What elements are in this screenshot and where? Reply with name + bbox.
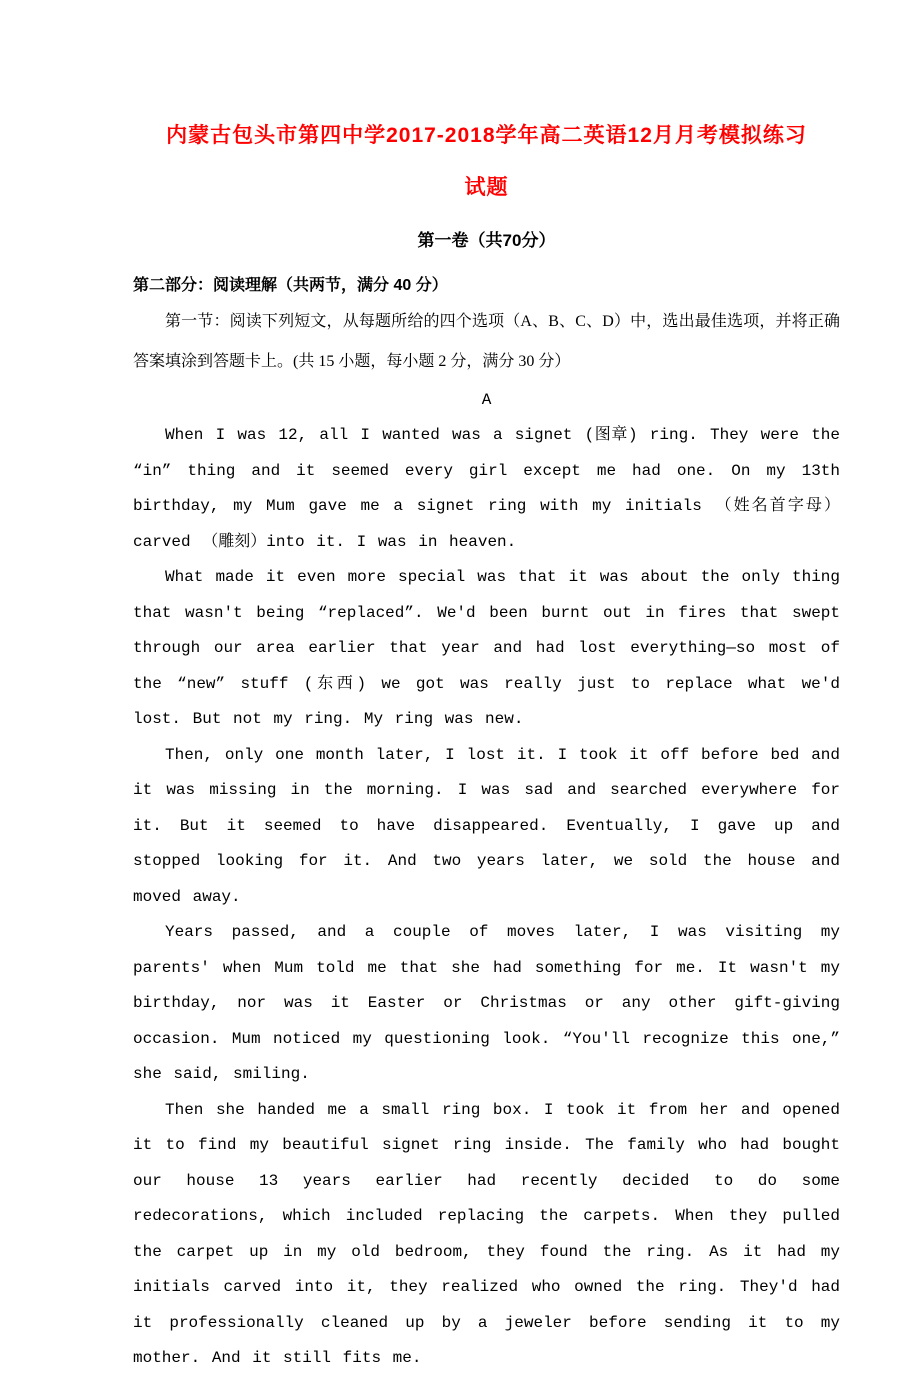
passage-paragraph-5: Then she handed me a small ring box. I took it from her and opened it to find my beautiful signet ring inside. The family who had bought our house 13 years earlier had recently decided to do some redecorations, which included replacing the carpets. When they pulled the carpet up in my old bedroom, they found the ring. As it had my initials carved into it, they realized who owned the ring. They'd had it professionally cleaned up by a jeweler before sending it to my mother. And it still fits me. [133,1100,840,1367]
passage-paragraph-3: Then, only one month later, I lost it. I took it off before bed and it was missing in the morning. I was sad and searched everywhere for it. But it seemed to have disappeared. Eventually, I gave up and stopped looking for it. And two years later, we sold the house and moved away. [133,745,840,906]
title-line-2: 试题 [464,176,509,199]
section-instructions: 第一节：阅读下列短文，从每题所给的四个选项（A、B、C、D）中，选出最佳选项，并将正确答案填涂到答题卡上。(共 15 小题，每小题 2 分，满分 30 分） [133,313,840,370]
section-header: 第二部分：阅读理解（共两节，满分 40 分） [133,277,448,294]
title-line-1: 内蒙古包头市第四中学2017-2018学年高二英语12月月考模拟练习 [166,124,807,147]
passage-paragraph-4: Years passed, and a couple of moves later, I was visiting my parents' when Mum told me that she had something for me. It wasn't my birthday, nor was it Easter or Christmas or any other gift-giving occasion. Mum noticed my questioning look. “You'll recognize this one,” she said, smiling. [133,923,840,1083]
passage-paragraph-2: What made it even more special was that it was about the only thing that wasn't being “replaced”. We'd been burnt out in fires that swept through our area earlier that year and had lost everything—so most of the “new” stuff (东西) we got was really just to replace what we'd lost. But not my ring. My ring was new. [133,568,840,728]
passage-label: A [481,391,492,409]
document-title [133,110,840,214]
volume-header: 第一卷（共70分） [417,231,556,250]
passage-paragraph-1: When I was 12, all I wanted was a signet (图章) ring. They were the “in” thing and it seemed every girl except me had one. On my 13th birthday, my Mum gave me a signet ring with my initials （姓名首字母） carved （雕刻）into it. I was in heaven. [133,426,840,551]
